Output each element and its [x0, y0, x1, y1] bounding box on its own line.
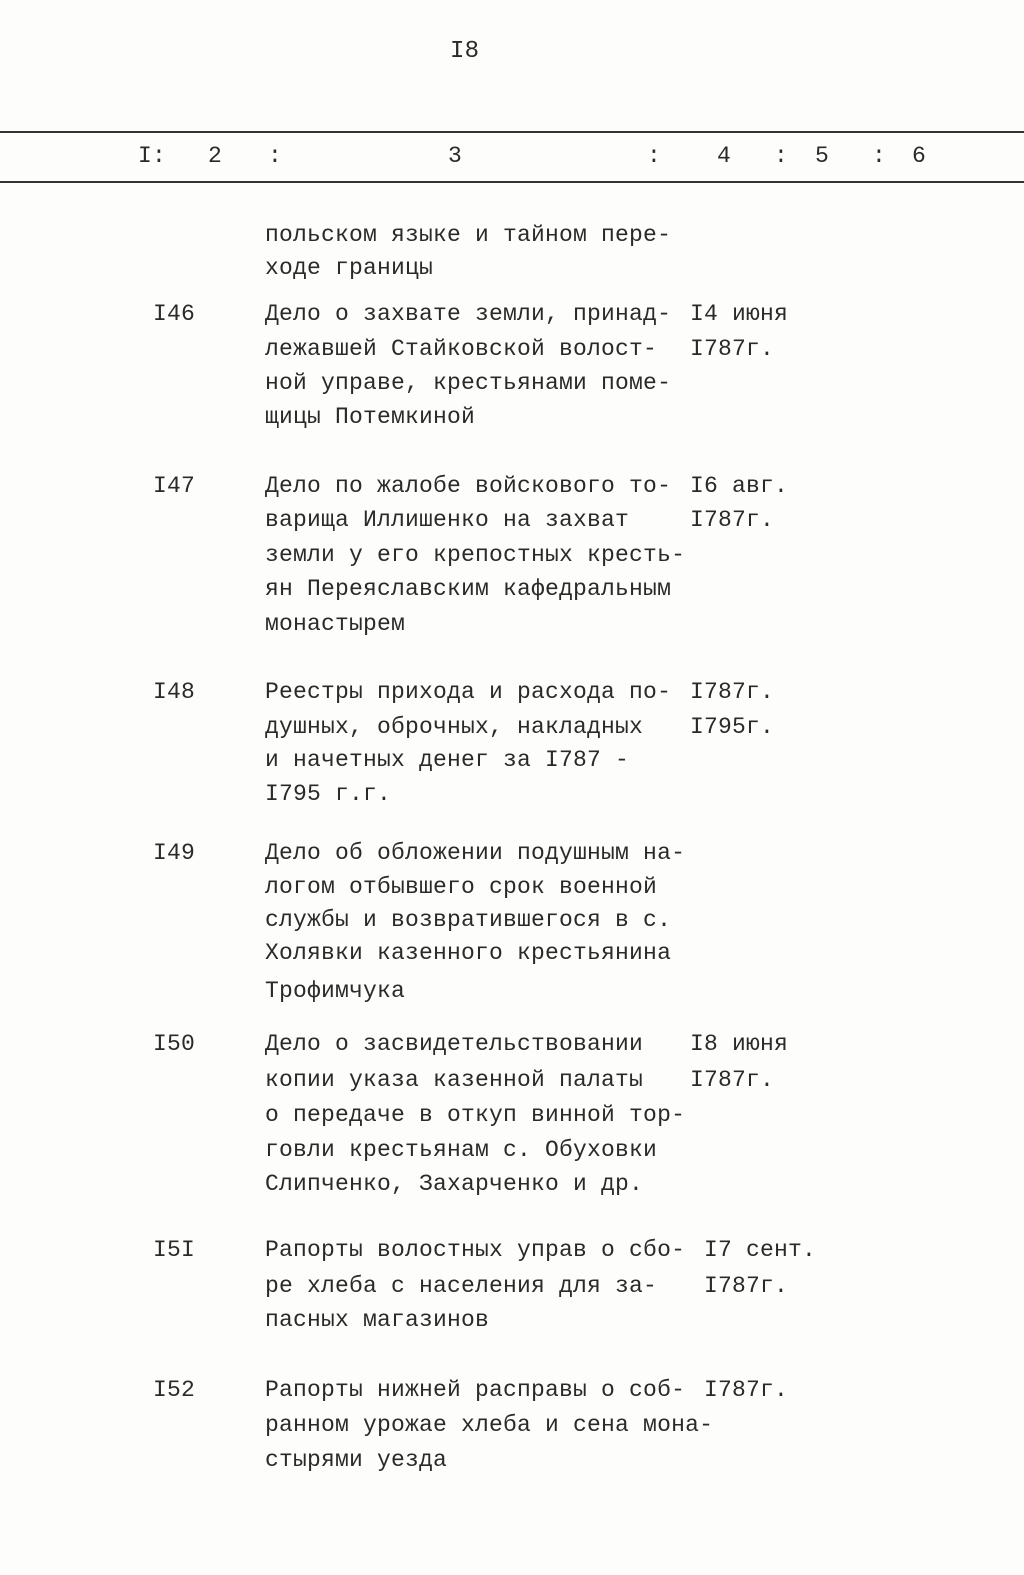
entry-date: I795г. [690, 714, 775, 740]
entry-date: I787г. [690, 1067, 775, 1093]
entry-title-line: Слипченко, Захарченко и др. [265, 1171, 644, 1197]
entry-title-line: пасных магазинов [265, 1307, 490, 1333]
entry-title-line: лежавшей Стайковской волост- [265, 336, 658, 362]
entry-title-line: Дело об обложении подушным на- [265, 840, 686, 866]
entry-number: I47 [153, 473, 196, 499]
entry-number: I52 [153, 1377, 196, 1403]
column-header-2: 2 [208, 143, 223, 169]
entry-title-line: говли крестьянам с. Обуховки [265, 1137, 658, 1163]
column-separator: : [872, 143, 887, 169]
entry-title-line: Дело по жалобе войскового то- [265, 473, 672, 499]
entry-title-line: I795 г.г. [265, 781, 392, 807]
entry-date: I787г. [704, 1377, 789, 1403]
entry-date: I6 авг. [690, 473, 789, 499]
column-separator: : [647, 143, 662, 169]
entry-date: I8 июня [690, 1031, 789, 1057]
entry-number: I48 [153, 679, 196, 705]
entry-date: I787г. [704, 1273, 789, 1299]
column-header-3: 3 [448, 143, 463, 169]
entry-number: I5I [153, 1237, 196, 1263]
entry-title-line: логом отбывшего срок военной [265, 874, 658, 900]
entry-title-line: копии указа казенной палаты [265, 1067, 644, 1093]
column-separator: : [774, 143, 789, 169]
entry-date: I787г. [690, 336, 775, 362]
column-header-4: 4 [717, 143, 732, 169]
entry-date: I4 июня [690, 301, 789, 327]
continuation-line: ходе границы [265, 255, 434, 281]
entry-title-line: Холявки казенного крестьянина [265, 940, 672, 966]
entry-title-line: Рапорты волостных управ о сбо- [265, 1237, 686, 1263]
column-header-6: 6 [912, 143, 927, 169]
entry-title-line: Реестры прихода и расхода по- [265, 679, 672, 705]
entry-date: I7 сент. [704, 1237, 817, 1263]
entry-title-line: ранном урожае хлеба и сена мона- [265, 1412, 714, 1438]
entry-date: I787г. [690, 507, 775, 533]
header-top-rule [0, 131, 1024, 133]
entry-title-line: ной управе, крестьянами поме- [265, 370, 672, 396]
entry-title-line: земли у его крепостных кресть- [265, 542, 686, 568]
entry-title-line: Дело о засвидетельствовании [265, 1031, 644, 1057]
column-separator: : [268, 143, 283, 169]
page-number: I8 [450, 38, 480, 65]
entry-title-line: и начетных денег за I787 - [265, 747, 630, 773]
header-bottom-rule [0, 181, 1024, 183]
entry-title-line: монастырем [265, 611, 406, 637]
continuation-line: польском языке и тайном пере- [265, 222, 672, 248]
entry-title-line: ян Переяславским кафедральным [265, 576, 672, 602]
entry-title-line: варища Иллишенко на захват [265, 507, 630, 533]
entry-title-line: Рапорты нижней расправы о соб- [265, 1377, 686, 1403]
column-header-5: 5 [815, 143, 830, 169]
entry-title-line: стырями уезда [265, 1447, 448, 1473]
entry-title-line: ре хлеба с населения для за- [265, 1273, 658, 1299]
entry-title-line: душных, оброчных, накладных [265, 714, 644, 740]
entry-title-line: Трофимчука [265, 978, 406, 1004]
entry-title-line: службы и возвратившегося в с. [265, 907, 672, 933]
entry-title-line: о передаче в откуп винной тор- [265, 1102, 686, 1128]
entry-number: I50 [153, 1031, 196, 1057]
entry-title-line: щицы Потемкиной [265, 404, 476, 430]
entry-number: I46 [153, 301, 196, 327]
entry-number: I49 [153, 840, 196, 866]
entry-title-line: Дело о захвате земли, принад- [265, 301, 672, 327]
column-header-1: I: [138, 143, 167, 169]
entry-date: I787г. [690, 679, 775, 705]
